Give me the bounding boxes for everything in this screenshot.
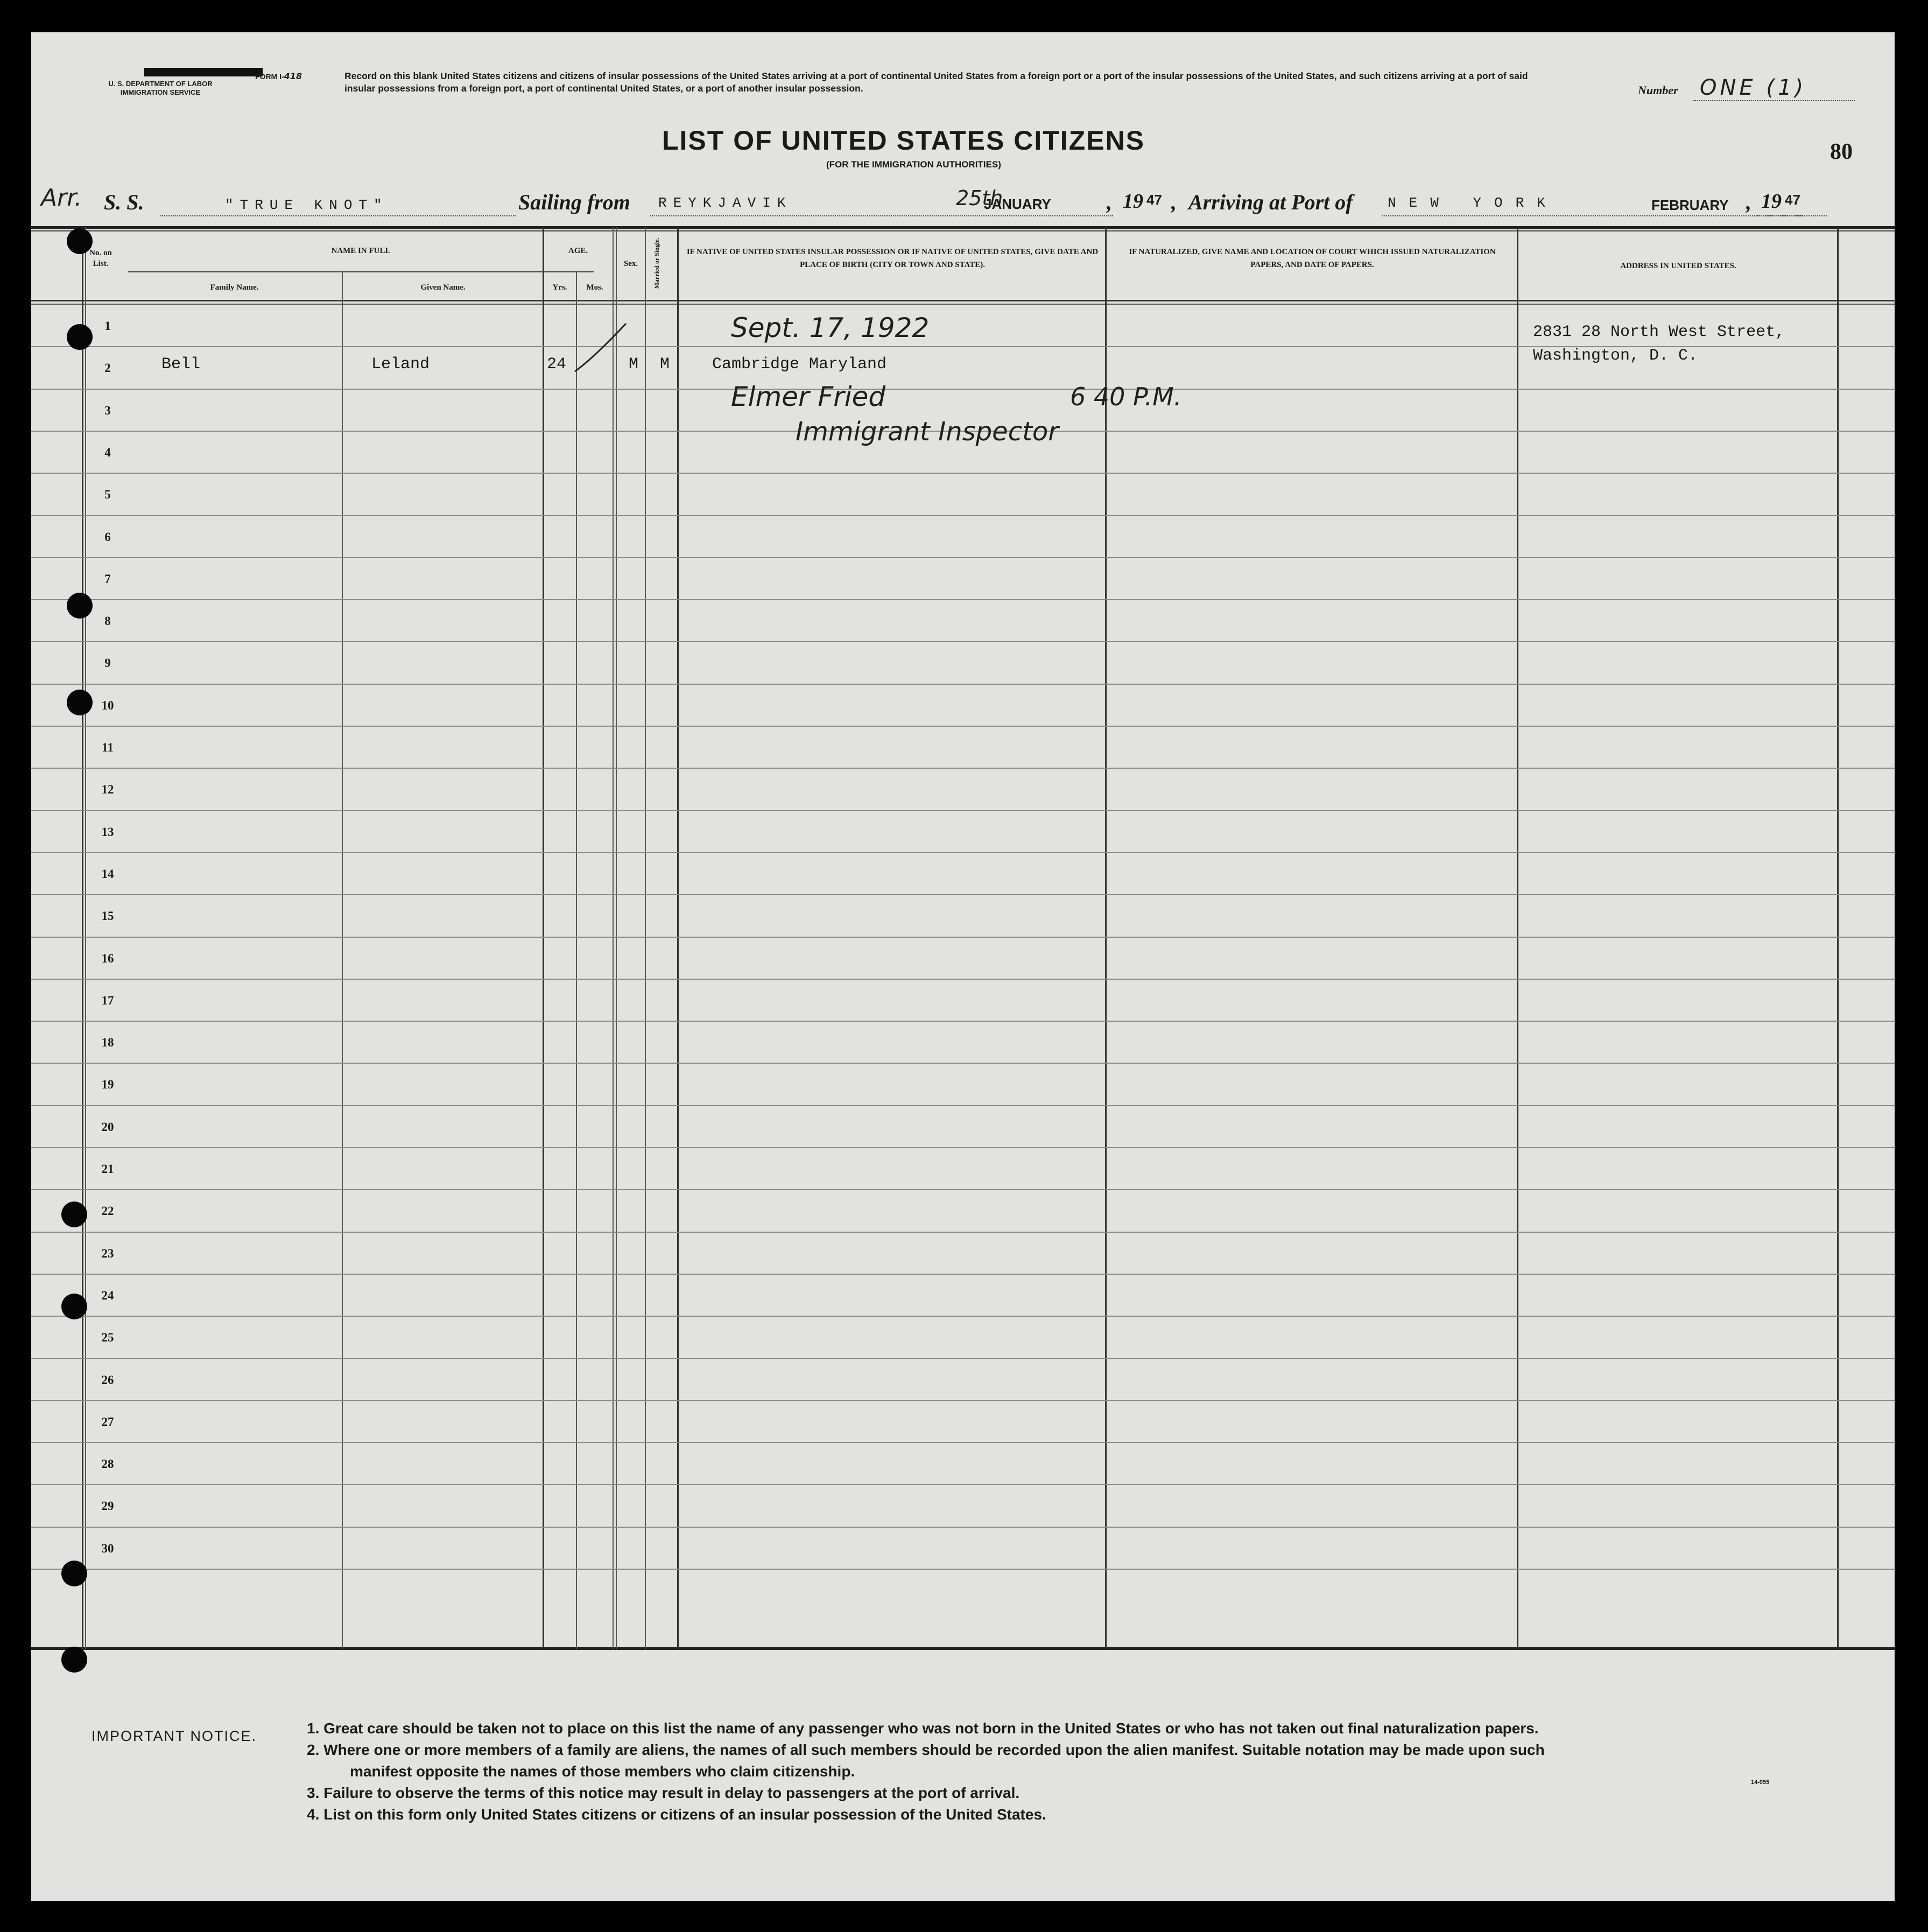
col-divider-sex-b <box>616 227 617 1649</box>
punch-hole <box>61 1561 87 1586</box>
row-number: 27 <box>101 1415 114 1429</box>
year-prefix-2: 19 <box>1761 190 1782 213</box>
row-number: 30 <box>101 1542 114 1555</box>
header-years: Yrs. <box>552 283 567 292</box>
inspector-title-handwritten: Immigrant Inspector <box>796 417 1059 447</box>
col-divider-address <box>1517 227 1518 1649</box>
row-rule <box>31 768 1895 769</box>
form-print-code: 14-055 <box>1751 1779 1770 1786</box>
row-rule <box>31 1484 1895 1485</box>
header-no-on-list: No. on List. <box>89 249 112 268</box>
row-number: 21 <box>101 1162 114 1176</box>
row-rule <box>31 852 1895 853</box>
header-naturalized: IF NATURALIZED, GIVE NAME AND LOCATION OF COURT WHICH ISSUED NATURALIZATION PAPERS, AND DATE OF PAPERS. <box>1129 248 1496 269</box>
row-number: 12 <box>101 783 114 796</box>
punch-hole <box>61 1294 87 1319</box>
year-prefix-1: 19 <box>1123 190 1143 213</box>
sailing-label: Sailing from <box>518 190 630 214</box>
row-number: 2 <box>104 361 111 375</box>
col-divider-native <box>677 227 679 1649</box>
row-rule <box>31 1527 1895 1528</box>
sailing-port: REYKJAVIK <box>658 195 792 211</box>
punch-hole <box>61 1202 87 1227</box>
ship-label: S. S. <box>104 190 144 214</box>
inspection-time-handwritten: 6 40 P.M. <box>1070 382 1182 411</box>
row-number: 22 <box>101 1204 114 1218</box>
year-comma-2: , <box>1171 190 1177 214</box>
row-number: 11 <box>102 741 114 754</box>
notice-item-2: 2. Where one or more members of a family are aliens, the names of all such members should be recorded upon the alien manifest. Suitable notation may be made upon such <box>307 1741 1545 1758</box>
row-rule <box>31 894 1895 895</box>
sheet-number: 80 <box>1830 139 1853 164</box>
notice-item-1: 1. Great care should be taken not to place on this list the name of any passenger who was not born in the United States or who has not taken out final naturalization papers. <box>307 1720 1539 1737</box>
col-divider-no <box>82 227 83 1649</box>
row-number: 8 <box>104 614 111 628</box>
row-rule <box>31 1063 1895 1064</box>
table-top-rule-inner <box>31 230 1895 231</box>
row-number: 28 <box>101 1457 114 1471</box>
row-number: 23 <box>101 1247 114 1260</box>
age-tick-mark <box>572 320 631 380</box>
inspector-signature-handwritten: Elmer Fried <box>731 381 886 412</box>
row-rule <box>31 726 1895 727</box>
row-rule <box>31 1569 1895 1570</box>
name-subheader-rule <box>128 271 594 272</box>
entry-age-years: 24 <box>547 355 567 374</box>
row-number: 14 <box>101 867 114 881</box>
row-rule <box>31 1316 1895 1317</box>
year-suffix-2: 47 <box>1785 192 1800 208</box>
sailing-day-handwritten: 25th <box>956 186 1003 210</box>
row-rule <box>31 1147 1895 1148</box>
row-number: 1 <box>104 319 111 333</box>
row-rule <box>31 979 1895 980</box>
row-number: 18 <box>101 1036 114 1049</box>
record-instructions: Record on this blank United States citizens and citizens of insular possessions of the United States arriving at a port of continental United States from a foreign port or a port of the insular possessions of the United States, and such citizens arriving at a port of said insular possessions from a foreign port, a port of continental United States, or a port of another insular possession. <box>344 71 1528 94</box>
row-rule <box>31 1105 1895 1106</box>
row-number: 15 <box>101 909 114 923</box>
entry-birth-place: Cambridge Maryland <box>712 355 887 374</box>
notice-item-2-continued: manifest opposite the names of those members who claim citizenship. <box>350 1763 855 1780</box>
header-address: ADDRESS IN UNITED STATES. <box>1620 262 1736 270</box>
row-rule <box>31 1274 1895 1275</box>
punch-hole <box>67 593 93 619</box>
row-number: 4 <box>104 446 111 459</box>
page-title: LIST OF UNITED STATES CITIZENS <box>662 125 1145 156</box>
col-divider-sex <box>613 227 614 1649</box>
row-rule <box>31 937 1895 938</box>
arrival-annotation-handwritten: Arr. <box>41 184 82 212</box>
passenger-table <box>31 32 1895 1690</box>
row-number: 26 <box>101 1373 114 1387</box>
row-number: 6 <box>104 530 111 544</box>
row-rule <box>31 515 1895 516</box>
header-sex: Sex. <box>623 259 638 268</box>
row-rule <box>31 810 1895 811</box>
form-label: FORM I-418 <box>255 71 302 81</box>
table-bottom-rule <box>31 1647 1895 1650</box>
form-number-handwritten: 418 <box>284 71 302 81</box>
number-value-handwritten: ONE (1) <box>1700 75 1807 100</box>
row-number: 9 <box>104 656 111 670</box>
row-rule <box>31 1189 1895 1190</box>
row-number: 17 <box>101 994 114 1007</box>
entry-given-name: Leland <box>371 355 430 374</box>
row-rule <box>31 641 1895 642</box>
entry-birth-date-handwritten: Sept. 17, 1922 <box>731 312 930 343</box>
header-native-birth: IF NATIVE OF UNITED STATES INSULAR POSSESSION OR IF NATIVE OF UNITED STATES, GIVE DATE AND PLACE OF BIRTH (CITY OR TOWN AND STATE). <box>686 248 1099 269</box>
notice-lead: IMPORTANT NOTICE. <box>92 1728 257 1744</box>
row-rule <box>31 389 1895 390</box>
table-top-rule <box>31 226 1895 229</box>
row-number: 20 <box>101 1120 114 1134</box>
entry-address-line1: 2831 28 North West Street, <box>1533 323 1785 341</box>
header-bottom-rule-b <box>31 304 1895 305</box>
header-family-name: Family Name. <box>210 283 259 292</box>
row-rule <box>31 1442 1895 1443</box>
form-sheet <box>31 32 1895 1901</box>
punch-hole <box>67 228 93 254</box>
sailing-month: JANUARY <box>984 196 1051 212</box>
row-number: 25 <box>101 1331 114 1344</box>
header-months: Mos. <box>586 283 603 292</box>
notice-item-4: 4. List on this form only United States citizens or citizens of an insular possession of the United States. <box>307 1806 1046 1823</box>
entry-married-status: M <box>660 355 670 374</box>
row-rule <box>31 1021 1895 1022</box>
col-divider-married <box>645 227 646 1649</box>
row-rule <box>31 1358 1895 1359</box>
arriving-label: Arriving at Port of <box>1188 190 1353 214</box>
row-rule <box>31 599 1895 600</box>
row-number: 24 <box>101 1289 114 1302</box>
entry-address-line2: Washington, D. C. <box>1533 347 1698 365</box>
ship-name: "TRUE KNOT" <box>225 197 389 213</box>
row-number: 29 <box>101 1499 114 1513</box>
row-number: 13 <box>101 825 114 839</box>
arrival-month: FEBRUARY <box>1651 197 1729 213</box>
col-divider-naturalized <box>1105 227 1107 1649</box>
row-rule <box>31 473 1895 474</box>
header-married-or-single: Married or Single. <box>653 237 660 289</box>
arrival-port: NEW YORK <box>1388 195 1558 211</box>
row-number: 19 <box>101 1078 114 1091</box>
header-given-name: Given Name. <box>420 283 466 292</box>
punch-hole <box>61 1647 87 1673</box>
col-divider-end <box>1837 227 1839 1649</box>
row-number: 10 <box>101 699 114 712</box>
row-number: 16 <box>101 952 114 965</box>
row-number: 7 <box>104 572 111 586</box>
punch-hole <box>67 324 93 350</box>
header-age: AGE. <box>568 247 588 255</box>
entry-sex: M <box>629 355 639 374</box>
year-comma-3: , <box>1746 190 1751 214</box>
department-line: U. S. DEPARTMENT OF LABOR <box>108 80 213 88</box>
row-rule <box>31 1232 1895 1233</box>
number-label: Number <box>1638 83 1678 97</box>
row-number: 3 <box>104 404 111 417</box>
year-suffix-1: 47 <box>1146 192 1162 208</box>
row-number: 5 <box>104 488 111 501</box>
service-line: IMMIGRATION SERVICE <box>120 88 201 96</box>
header-bottom-rule-a <box>31 300 1895 301</box>
year-comma-1: , <box>1107 190 1112 214</box>
row-rule <box>31 557 1895 558</box>
entry-family-name: Bell <box>161 355 201 374</box>
col-divider-yrs <box>543 227 544 1649</box>
row-rule <box>31 684 1895 685</box>
col-divider-no-b <box>85 227 86 1649</box>
header-name-in-full: NAME IN FULL <box>331 247 391 255</box>
punch-hole <box>67 690 93 715</box>
notice-item-3: 3. Failure to observe the terms of this notice may result in delay to passengers at the port of arrival. <box>307 1785 1020 1801</box>
page-subtitle: (FOR THE IMMIGRATION AUTHORITIES) <box>826 159 1001 170</box>
row-rule <box>31 1400 1895 1401</box>
